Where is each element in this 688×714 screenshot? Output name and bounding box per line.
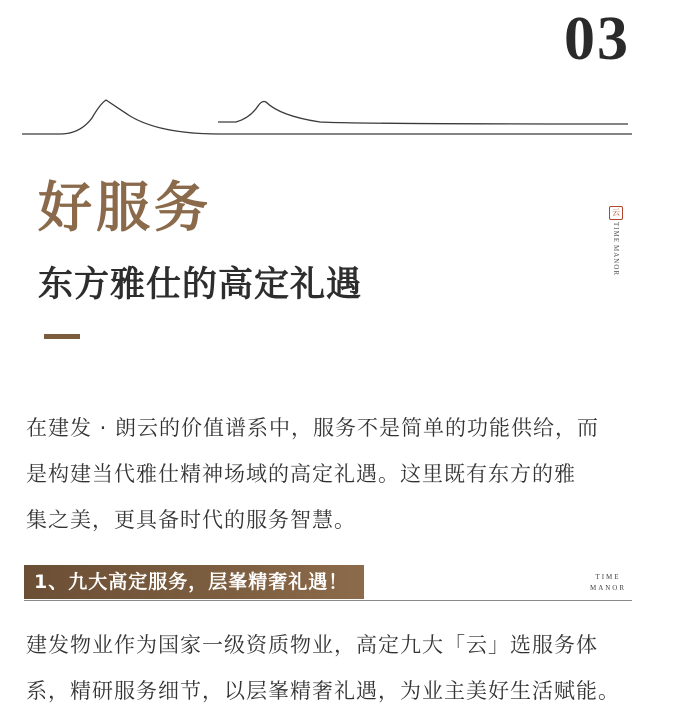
time-manor-line1: TIME (595, 573, 621, 581)
intro-line: 是构建当代雅仕精神场域的高定礼遇。这里既有东方的雅 (26, 462, 576, 486)
page-subtitle: 东方雅仕的高定礼遇 (38, 265, 363, 305)
page-title: 好服务 (38, 175, 212, 239)
section1-paragraph (26, 622, 666, 714)
section1-line: 系，精研服务细节，以层峯精奢礼遇，为业主美好生活赋能。 (26, 679, 620, 703)
intro-line: 集之美，更具备时代的服务智慧。 (26, 508, 356, 532)
section-divider (24, 600, 632, 601)
seal-text-time: TIME (612, 222, 620, 244)
time-manor-mark (584, 572, 632, 594)
seal-text-manor: MANOR (612, 245, 620, 277)
intro-paragraph (26, 405, 666, 543)
time-manor-line2: MANOR (589, 584, 627, 592)
seal-icon: 云 (609, 206, 623, 220)
section-banner: 1、九大高定服务，层峯精奢礼遇！ (24, 565, 364, 599)
brand-seal (606, 206, 626, 276)
section-number: 03 (564, 5, 630, 73)
mountain-line-decoration (0, 90, 688, 150)
accent-bar (44, 334, 80, 339)
intro-line: 在建发 · 朗云的价值谱系中，服务不是简单的功能供给，而 (26, 416, 600, 440)
section1-line: 建发物业作为国家一级资质物业，高定九大「云」选服务体 (26, 633, 598, 657)
